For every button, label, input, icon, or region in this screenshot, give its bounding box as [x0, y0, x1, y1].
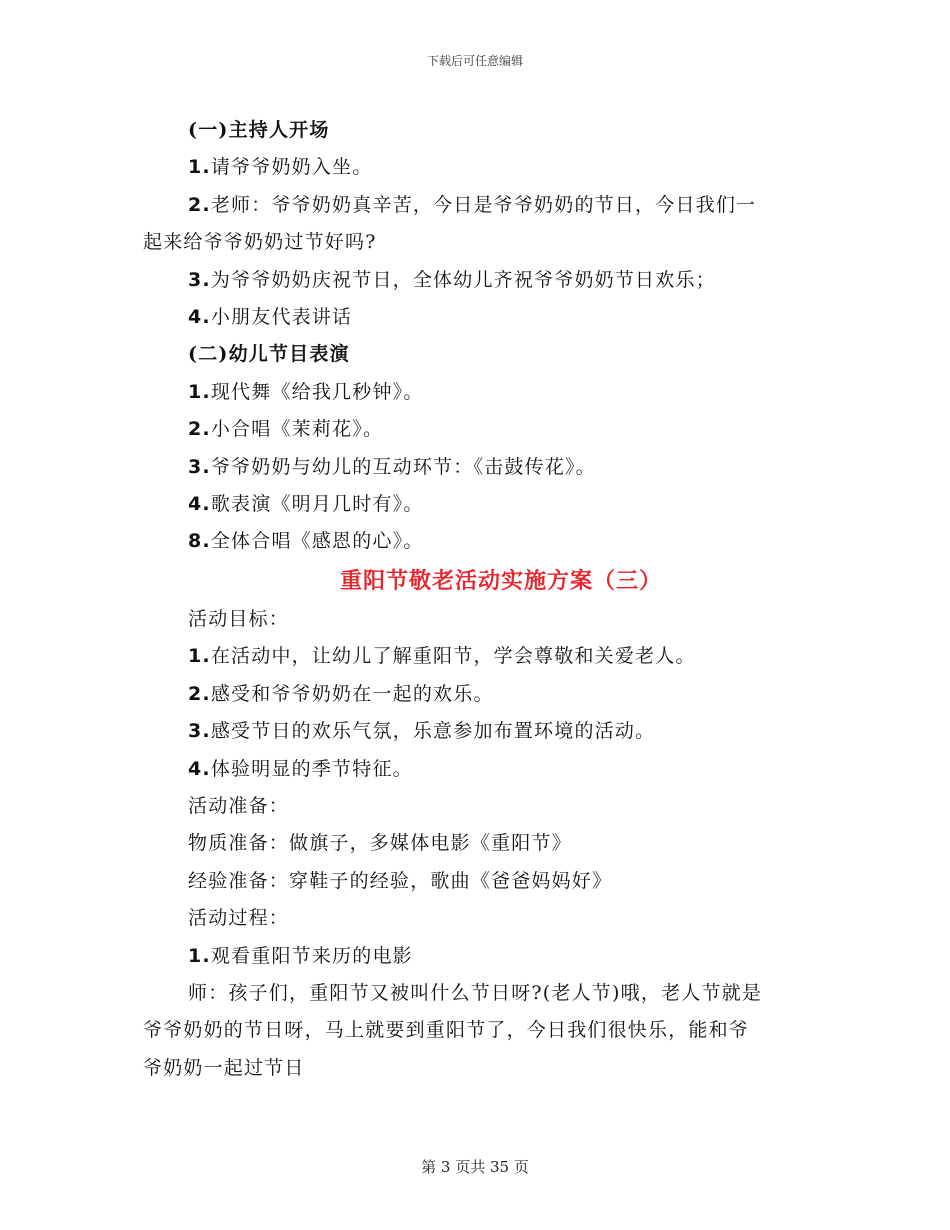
list-item — [143, 938, 815, 975]
item-text: 体验明显的季节特征。 — [210, 757, 413, 780]
goals-label: 活动目标： — [188, 607, 290, 630]
list-item — [143, 676, 815, 713]
section-heading-performances: (二)幼儿节目表演 — [188, 343, 350, 366]
document-title: 重阳节敬老活动实施方案（三） — [339, 567, 662, 594]
list-item — [143, 638, 815, 675]
item-text: 全体合唱《感恩的心》。 — [210, 530, 424, 553]
list-item — [143, 411, 815, 448]
item-text: 小朋友代表讲话 — [210, 306, 353, 329]
item-text: 感受节日的欢乐气氛，乐意参加布置环境的活动。 — [210, 720, 656, 743]
item-number: 3. — [188, 268, 211, 291]
item-text: 现代舞《给我几秒钟》。 — [210, 380, 424, 403]
item-text: 爷爷奶奶与幼儿的互动环节：《击鼓传花》。 — [210, 455, 596, 478]
list-item — [143, 713, 815, 750]
document-body — [143, 112, 815, 1087]
item-number: 2. — [188, 193, 211, 216]
item-text: 老师：爷爷奶奶真辛苦，今日是爷爷奶奶的节日，今日我们一 — [210, 193, 757, 216]
list-item — [143, 299, 815, 336]
item-number: 8. — [188, 530, 211, 553]
item-text: 在活动中，让幼儿了解重阳节，学会尊敬和关爱老人。 — [210, 645, 696, 668]
item-text: 请爷爷奶奶入坐。 — [210, 156, 373, 179]
item-number: 1. — [188, 645, 211, 668]
item-number: 4. — [188, 757, 211, 780]
item-number: 2. — [188, 682, 211, 705]
material-prep: 物质准备：做旗子，多媒体电影《重阳节》 — [188, 832, 572, 855]
page-header: 下载后可任意编辑 — [426, 54, 523, 68]
list-item-continuation: 起来给爷爷奶奶过节好吗? — [143, 231, 377, 254]
item-number: 3. — [188, 455, 211, 478]
item-number: 4. — [188, 493, 211, 516]
item-number: 3. — [188, 720, 211, 743]
list-item — [143, 751, 815, 788]
page-footer: 第 3 页共 35 页 — [421, 1158, 529, 1176]
item-text: 感受和爷爷奶奶在一起的欢乐。 — [210, 682, 494, 705]
prep-label: 活动准备： — [188, 794, 290, 817]
item-number: 2. — [188, 418, 211, 441]
item-text: 为爷爷奶奶庆祝节日，全体幼儿齐祝爷爷奶奶节日欢乐； — [210, 268, 716, 291]
list-item — [143, 486, 815, 523]
section-heading-host-opening: (一)主持人开场 — [188, 119, 330, 141]
process-label: 活动过程： — [188, 907, 290, 930]
item-number: 1. — [188, 944, 211, 967]
item-text: 观看重阳节来历的电影 — [210, 944, 413, 967]
item-text: 歌表演《明月几时有》。 — [210, 493, 424, 516]
list-item — [143, 449, 815, 486]
item-number: 1. — [188, 380, 211, 403]
list-item — [143, 374, 815, 411]
list-item — [143, 262, 815, 299]
paragraph-line: 爷爷奶奶的节日呀，马上就要到重阳节了，今日我们很快乐，能和爷 — [143, 1019, 750, 1042]
paragraph-line: 爷奶奶一起过节日 — [143, 1056, 305, 1079]
item-number: 4. — [188, 306, 211, 329]
list-item — [143, 523, 815, 560]
list-item — [143, 149, 815, 186]
paragraph-line: 师：孩子们，重阳节又被叫什么节日呀?(老人节)哦，老人节就是 — [188, 981, 763, 1004]
list-item — [143, 187, 815, 224]
item-number: 1. — [188, 156, 211, 179]
item-text: 小合唱《茉莉花》。 — [210, 418, 384, 441]
experience-prep: 经验准备：穿鞋子的经验，歌曲《爸爸妈妈好》 — [188, 869, 613, 892]
